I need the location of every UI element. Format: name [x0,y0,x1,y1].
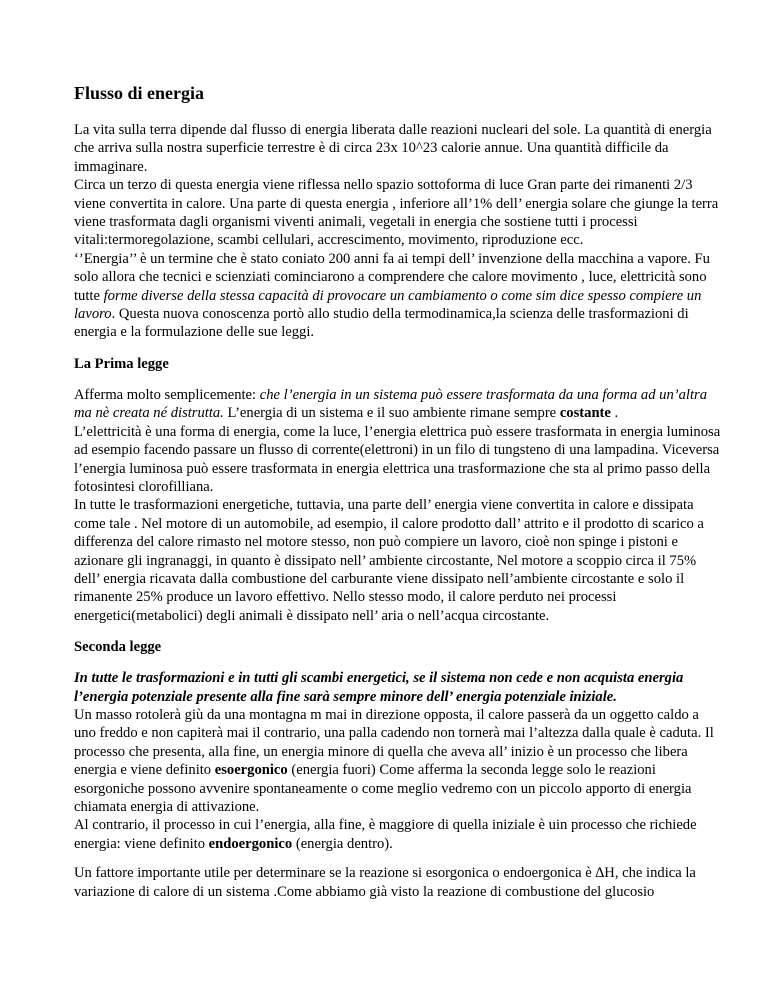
second-law-paragraph-2 [74,816,724,853]
intro-p3-text-a: ‘’Energia’’ è un termine che è stato coniato 200 anni fa ai tempi dell’ invenzione della macchina a vapore. Fu solo allora che tecnici e scienziati cominciarono a comprendere che calore movimento , luce, elettricità sono tutte [74,250,710,304]
document-title: Flusso di energia [74,83,205,103]
second-law-p2-text-a: Al contrario, il processo in cui l’energia, alla fine, è maggiore di quella iniziale è uin processo che richiede energia: viene definito [74,817,697,852]
intro-p3-emphasis: forme diverse della stessa capacità di provocare un cambiamento o come sim dice spesso compiere un lavoro [74,287,702,323]
second-law-statement [74,669,724,706]
first-law-paragraph-1 [74,386,724,423]
first-law-p1-strong: costante [559,405,611,422]
second-law-statement-text: In tutte le trasformazioni e in tutti gli scambi energetici, se il sistema non cede e non acquista energia l’energia potenziale presente alla fine sarà sempre minore dell’ energia potenziale iniziale. [74,670,684,705]
second-law-p2-text-b: (energia dentro). [292,835,393,852]
second-law-p1-strong: esoergonico [214,762,288,779]
first-law-paragraph-3: In tutte le trasformazioni energetiche, tuttavia, una parte dell’ energia viene convertita in calore e dissipata come tale . Nel motore di un automobile, ad esempio, il calore prodotto dall’ attrito e il prodotto di scarico a differenza del calore rimasto nel motore stesso, non può compiere un lavoro, cioè non spinge i pistoni e azionare gli ingranaggi, in quanto è dissipato nell’ ambiente circostante, Nel motore a scoppio circa il 75% dell’ energia ricavata dalla combustione del carburante viene dissipato nell’ambiente circostante e solo il rimanente 25% produce un lavoro effettivo. Nello stesso modo, il calore perduto nei processi energetici(metabolici) degli animali è dissipato nell’ aria o nell’acqua circostante. [74,497,704,624]
intro-paragraph-1: La vita sulla terra dipende dal flusso di energia liberata dalle reazioni nucleari del sole. La quantità di energia che arriva sulla nostra superficie terrestre è di circa 23x 10^23 calorie annue. Una quantità difficile da immaginare. [74,122,712,175]
second-law-p1-text-b: (energia fuori) Come afferma la seconda legge solo le reazioni esorgoniche possono avvenire spontaneamente o come meglio vedremo con un piccolo apporto di energia chiamata energia di attivazione. [74,762,692,815]
intro-paragraph-2: Circa un terzo di questa energia viene riflessa nello spazio sottoforma di luce Gran parte dei rimanenti 2/3 viene convertita in calore. Una parte di questa energia , inferiore all’1% dell’ energia solare che giunge la terra viene trasformata dagli organismi viventi animali, vegetali in energia che sostiene tutti i processi vitali:termoregolazione, scambi cellulari, accrescimento, movimento, riproduzione ecc. [74,177,719,249]
document-page [74,82,724,901]
second-law-paragraph-3: Un fattore importante utile per determinare se la reazione si esorgonica o endoergonica è ∆H, che indica la variazione di calore di un sistema .Come abbiamo già visto la reazione di combustione del glucosio [74,865,696,900]
first-law-paragraph-2: L’elettricità è una forma di energia, come la luce, l’energia elettrica può essere trasformata in energia luminosa ad esempio facendo passare un flusso di corrente(elettroni) in un filo di tungsteno di una lampadina. Viceversa l’energia luminosa può essere trasformata in energia elettrica una trasformazione che sta al primo passo della fotosintesi clorofilliana. [74,423,721,495]
second-law-p1-text-a: Un masso rotolerà giù da una montagna m mai in direzione opposta, il calore passerà da un oggetto caldo a uno freddo e non capiterà mai il contrario, una palla cadendo non tornerà mai l’altezza dalla quale è caduta. Il processo che presenta, alla fine, un energia minore di quella che aveva all’ inizio è un processo che libera energia e viene definito [74,706,714,779]
first-law-p1-text-b: L’energia di un sistema e il suo ambiente rimane sempre [223,405,560,422]
first-law-heading: La Prima legge [74,355,169,372]
intro-paragraph-3 [74,250,724,342]
first-law-p1-emphasis: che l’energia in un sistema può essere trasformata da una forma ad un’altra ma nè creata né distrutta. [74,386,707,422]
second-law-paragraph-1 [74,706,724,816]
first-law-p1-text-a: Afferma molto semplicemente: [74,386,260,403]
second-law-heading: Seconda legge [74,639,162,656]
first-law-p1-text-c: . [610,405,619,422]
intro-p3-text-b: . Questa nuova conoscenza portò allo studio della termodinamica,la scienza delle trasformazioni di energia e la formulazione delle sue leggi. [74,306,689,341]
second-law-p2-strong: endoergonico [208,835,293,852]
